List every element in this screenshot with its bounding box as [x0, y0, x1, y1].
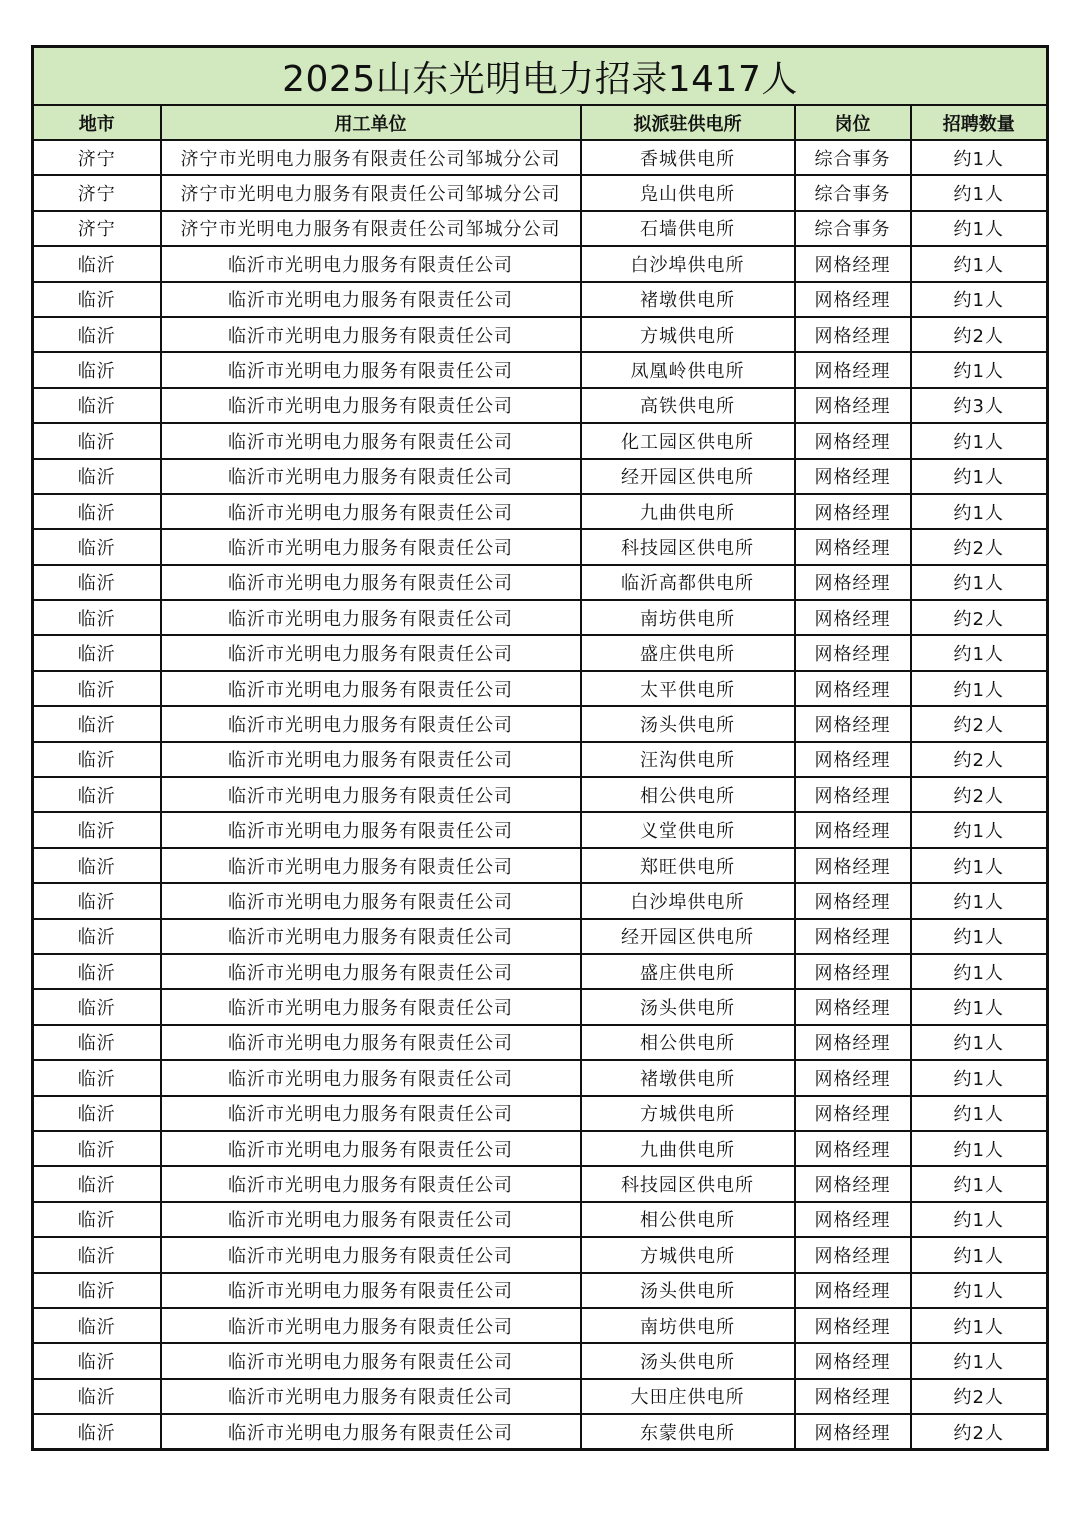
cell-city: 临沂 [33, 812, 161, 847]
cell-station: 方城供电所 [581, 317, 795, 352]
table-row [33, 246, 1048, 281]
cell-headcount: 约1人 [911, 848, 1048, 883]
cell-station: 南坊供电所 [581, 600, 795, 635]
cell-employer: 临沂市光明电力服务有限责任公司 [161, 706, 581, 741]
cell-city: 临沂 [33, 1096, 161, 1131]
cell-headcount: 约1人 [911, 211, 1048, 246]
cell-position: 网格经理 [795, 459, 911, 494]
cell-position: 网格经理 [795, 282, 911, 317]
table-row [33, 777, 1048, 812]
cell-city: 临沂 [33, 1166, 161, 1201]
cell-headcount: 约2人 [911, 1414, 1048, 1450]
cell-employer: 临沂市光明电力服务有限责任公司 [161, 635, 581, 670]
cell-station: 方城供电所 [581, 1096, 795, 1131]
cell-headcount: 约1人 [911, 635, 1048, 670]
table-row [33, 600, 1048, 635]
cell-headcount: 约1人 [911, 883, 1048, 918]
cell-employer: 临沂市光明电力服务有限责任公司 [161, 494, 581, 529]
cell-city: 临沂 [33, 1025, 161, 1060]
cell-headcount: 约1人 [911, 352, 1048, 387]
cell-city: 临沂 [33, 706, 161, 741]
table-row [33, 1060, 1048, 1095]
cell-city: 临沂 [33, 883, 161, 918]
table-row [33, 989, 1048, 1024]
cell-position: 网格经理 [795, 812, 911, 847]
cell-position: 网格经理 [795, 635, 911, 670]
cell-employer: 临沂市光明电力服务有限责任公司 [161, 812, 581, 847]
cell-employer: 临沂市光明电力服务有限责任公司 [161, 1060, 581, 1095]
cell-station: 九曲供电所 [581, 494, 795, 529]
cell-headcount: 约1人 [911, 1237, 1048, 1272]
cell-headcount: 约1人 [911, 494, 1048, 529]
page-title: 2025山东光明电力招录1417人 [33, 47, 1048, 106]
cell-position: 网格经理 [795, 1166, 911, 1201]
cell-position: 网格经理 [795, 777, 911, 812]
cell-employer: 临沂市光明电力服务有限责任公司 [161, 1414, 581, 1450]
cell-headcount: 约1人 [911, 954, 1048, 989]
cell-headcount: 约1人 [911, 812, 1048, 847]
cell-employer: 临沂市光明电力服务有限责任公司 [161, 1202, 581, 1237]
table-row [33, 1237, 1048, 1272]
table-row [33, 954, 1048, 989]
cell-station: 方城供电所 [581, 1237, 795, 1272]
cell-headcount: 约1人 [911, 1343, 1048, 1378]
table-row [33, 282, 1048, 317]
cell-employer: 临沂市光明电力服务有限责任公司 [161, 1308, 581, 1343]
cell-station: 科技园区供电所 [581, 529, 795, 564]
cell-headcount: 约1人 [911, 1025, 1048, 1060]
title-row [33, 47, 1048, 106]
cell-employer: 临沂市光明电力服务有限责任公司 [161, 848, 581, 883]
cell-employer: 临沂市光明电力服务有限责任公司 [161, 1025, 581, 1060]
cell-city: 临沂 [33, 529, 161, 564]
cell-position: 网格经理 [795, 1096, 911, 1131]
cell-station: 相公供电所 [581, 777, 795, 812]
cell-position: 综合事务 [795, 175, 911, 210]
cell-station: 南坊供电所 [581, 1308, 795, 1343]
cell-employer: 临沂市光明电力服务有限责任公司 [161, 671, 581, 706]
cell-headcount: 约1人 [911, 175, 1048, 210]
cell-employer: 临沂市光明电力服务有限责任公司 [161, 1379, 581, 1414]
cell-position: 网格经理 [795, 565, 911, 600]
cell-city: 临沂 [33, 1131, 161, 1166]
cell-position: 网格经理 [795, 1343, 911, 1378]
cell-city: 临沂 [33, 848, 161, 883]
cell-city: 临沂 [33, 635, 161, 670]
cell-headcount: 约1人 [911, 919, 1048, 954]
cell-position: 网格经理 [795, 1379, 911, 1414]
table-row [33, 140, 1048, 175]
cell-station: 相公供电所 [581, 1202, 795, 1237]
cell-position: 网格经理 [795, 494, 911, 529]
cell-employer: 临沂市光明电力服务有限责任公司 [161, 423, 581, 458]
table-row [33, 919, 1048, 954]
table-row [33, 1308, 1048, 1343]
cell-station: 太平供电所 [581, 671, 795, 706]
cell-station: 东蒙供电所 [581, 1414, 795, 1450]
cell-employer: 临沂市光明电力服务有限责任公司 [161, 246, 581, 281]
table-row [33, 848, 1048, 883]
cell-station: 白沙埠供电所 [581, 246, 795, 281]
cell-city: 临沂 [33, 954, 161, 989]
cell-city: 临沂 [33, 1414, 161, 1450]
cell-station: 义堂供电所 [581, 812, 795, 847]
cell-position: 网格经理 [795, 423, 911, 458]
cell-headcount: 约2人 [911, 742, 1048, 777]
table-row [33, 706, 1048, 741]
table-row [33, 175, 1048, 210]
cell-city: 临沂 [33, 742, 161, 777]
cell-station: 临沂高都供电所 [581, 565, 795, 600]
cell-employer: 临沂市光明电力服务有限责任公司 [161, 565, 581, 600]
cell-headcount: 约2人 [911, 1379, 1048, 1414]
cell-city: 临沂 [33, 459, 161, 494]
cell-employer: 临沂市光明电力服务有限责任公司 [161, 317, 581, 352]
cell-headcount: 约2人 [911, 317, 1048, 352]
cell-station: 经开园区供电所 [581, 459, 795, 494]
table-row [33, 423, 1048, 458]
table-row [33, 1379, 1048, 1414]
cell-employer: 临沂市光明电力服务有限责任公司 [161, 1237, 581, 1272]
cell-headcount: 约1人 [911, 1131, 1048, 1166]
cell-city: 临沂 [33, 317, 161, 352]
cell-station: 科技园区供电所 [581, 1166, 795, 1201]
cell-employer: 临沂市光明电力服务有限责任公司 [161, 600, 581, 635]
cell-city: 临沂 [33, 919, 161, 954]
cell-position: 网格经理 [795, 883, 911, 918]
cell-headcount: 约1人 [911, 671, 1048, 706]
cell-city: 临沂 [33, 989, 161, 1024]
cell-position: 综合事务 [795, 140, 911, 175]
cell-station: 汤头供电所 [581, 1343, 795, 1378]
table-row [33, 565, 1048, 600]
cell-city: 济宁 [33, 175, 161, 210]
header-station: 拟派驻供电所 [581, 105, 795, 140]
cell-station: 汤头供电所 [581, 989, 795, 1024]
cell-headcount: 约1人 [911, 246, 1048, 281]
cell-headcount: 约1人 [911, 989, 1048, 1024]
cell-city: 临沂 [33, 1237, 161, 1272]
cell-position: 网格经理 [795, 989, 911, 1024]
table-row [33, 742, 1048, 777]
cell-position: 网格经理 [795, 706, 911, 741]
cell-position: 网格经理 [795, 1308, 911, 1343]
table-row [33, 494, 1048, 529]
cell-city: 临沂 [33, 600, 161, 635]
cell-station: 九曲供电所 [581, 1131, 795, 1166]
recruitment-sheet [31, 45, 1046, 1451]
cell-city: 临沂 [33, 388, 161, 423]
table-row [33, 1131, 1048, 1166]
cell-position: 网格经理 [795, 1237, 911, 1272]
cell-station: 凫山供电所 [581, 175, 795, 210]
header-row [33, 105, 1048, 140]
cell-station: 盛庄供电所 [581, 635, 795, 670]
cell-headcount: 约1人 [911, 1308, 1048, 1343]
cell-station: 汤头供电所 [581, 706, 795, 741]
cell-employer: 临沂市光明电力服务有限责任公司 [161, 352, 581, 387]
cell-city: 临沂 [33, 423, 161, 458]
cell-headcount: 约2人 [911, 529, 1048, 564]
cell-employer: 临沂市光明电力服务有限责任公司 [161, 459, 581, 494]
cell-headcount: 约1人 [911, 140, 1048, 175]
cell-employer: 临沂市光明电力服务有限责任公司 [161, 1096, 581, 1131]
cell-headcount: 约2人 [911, 706, 1048, 741]
table-row [33, 1166, 1048, 1201]
cell-city: 临沂 [33, 671, 161, 706]
cell-headcount: 约1人 [911, 459, 1048, 494]
cell-employer: 临沂市光明电力服务有限责任公司 [161, 388, 581, 423]
cell-city: 临沂 [33, 1308, 161, 1343]
header-city: 地市 [33, 105, 161, 140]
table-row [33, 529, 1048, 564]
cell-city: 临沂 [33, 282, 161, 317]
table-row [33, 671, 1048, 706]
cell-employer: 临沂市光明电力服务有限责任公司 [161, 883, 581, 918]
cell-position: 网格经理 [795, 600, 911, 635]
cell-position: 网格经理 [795, 742, 911, 777]
cell-city: 济宁 [33, 211, 161, 246]
table-row [33, 352, 1048, 387]
cell-headcount: 约1人 [911, 1096, 1048, 1131]
cell-headcount: 约1人 [911, 423, 1048, 458]
table-row [33, 1202, 1048, 1237]
cell-employer: 临沂市光明电力服务有限责任公司 [161, 989, 581, 1024]
table-body [33, 140, 1048, 1450]
cell-position: 网格经理 [795, 848, 911, 883]
cell-station: 褚墩供电所 [581, 282, 795, 317]
cell-station: 化工园区供电所 [581, 423, 795, 458]
cell-station: 汤头供电所 [581, 1273, 795, 1308]
cell-headcount: 约1人 [911, 1060, 1048, 1095]
cell-position: 网格经理 [795, 919, 911, 954]
table-row [33, 812, 1048, 847]
cell-headcount: 约1人 [911, 1202, 1048, 1237]
cell-position: 网格经理 [795, 1025, 911, 1060]
table-row [33, 211, 1048, 246]
cell-station: 石墙供电所 [581, 211, 795, 246]
cell-employer: 临沂市光明电力服务有限责任公司 [161, 282, 581, 317]
cell-position: 网格经理 [795, 529, 911, 564]
cell-employer: 济宁市光明电力服务有限责任公司邹城分公司 [161, 211, 581, 246]
cell-headcount: 约2人 [911, 600, 1048, 635]
cell-headcount: 约1人 [911, 1166, 1048, 1201]
table-row [33, 459, 1048, 494]
cell-city: 临沂 [33, 494, 161, 529]
table-row [33, 1414, 1048, 1450]
cell-position: 网格经理 [795, 1131, 911, 1166]
header-position: 岗位 [795, 105, 911, 140]
cell-headcount: 约3人 [911, 388, 1048, 423]
cell-station: 汪沟供电所 [581, 742, 795, 777]
cell-city: 临沂 [33, 1343, 161, 1378]
cell-position: 网格经理 [795, 1414, 911, 1450]
cell-position: 网格经理 [795, 352, 911, 387]
cell-headcount: 约1人 [911, 282, 1048, 317]
cell-position: 网格经理 [795, 954, 911, 989]
cell-city: 临沂 [33, 777, 161, 812]
cell-employer: 临沂市光明电力服务有限责任公司 [161, 1166, 581, 1201]
table-row [33, 1343, 1048, 1378]
cell-city: 济宁 [33, 140, 161, 175]
cell-city: 临沂 [33, 1202, 161, 1237]
header-employer: 用工单位 [161, 105, 581, 140]
table-row [33, 1273, 1048, 1308]
cell-city: 临沂 [33, 565, 161, 600]
cell-position: 网格经理 [795, 1202, 911, 1237]
cell-station: 盛庄供电所 [581, 954, 795, 989]
cell-station: 凤凰岭供电所 [581, 352, 795, 387]
cell-employer: 临沂市光明电力服务有限责任公司 [161, 954, 581, 989]
cell-headcount: 约2人 [911, 777, 1048, 812]
cell-position: 网格经理 [795, 1060, 911, 1095]
cell-employer: 临沂市光明电力服务有限责任公司 [161, 742, 581, 777]
table-row [33, 388, 1048, 423]
cell-position: 网格经理 [795, 317, 911, 352]
cell-employer: 临沂市光明电力服务有限责任公司 [161, 919, 581, 954]
cell-position: 网格经理 [795, 246, 911, 281]
cell-city: 临沂 [33, 1379, 161, 1414]
cell-position: 综合事务 [795, 211, 911, 246]
cell-employer: 临沂市光明电力服务有限责任公司 [161, 1273, 581, 1308]
cell-position: 网格经理 [795, 1273, 911, 1308]
cell-headcount: 约1人 [911, 1273, 1048, 1308]
cell-station: 褚墩供电所 [581, 1060, 795, 1095]
cell-employer: 临沂市光明电力服务有限责任公司 [161, 529, 581, 564]
table-row [33, 635, 1048, 670]
cell-city: 临沂 [33, 246, 161, 281]
cell-station: 相公供电所 [581, 1025, 795, 1060]
cell-station: 白沙埠供电所 [581, 883, 795, 918]
cell-employer: 临沂市光明电力服务有限责任公司 [161, 777, 581, 812]
header-headcount: 招聘数量 [911, 105, 1048, 140]
cell-station: 经开园区供电所 [581, 919, 795, 954]
cell-position: 网格经理 [795, 388, 911, 423]
cell-position: 网格经理 [795, 671, 911, 706]
table-row [33, 1025, 1048, 1060]
table-row [33, 1096, 1048, 1131]
cell-station: 高铁供电所 [581, 388, 795, 423]
cell-city: 临沂 [33, 352, 161, 387]
table-row [33, 883, 1048, 918]
recruitment-table [31, 45, 1049, 1451]
cell-employer: 济宁市光明电力服务有限责任公司邹城分公司 [161, 140, 581, 175]
cell-city: 临沂 [33, 1273, 161, 1308]
cell-city: 临沂 [33, 1060, 161, 1095]
cell-employer: 临沂市光明电力服务有限责任公司 [161, 1343, 581, 1378]
cell-headcount: 约1人 [911, 565, 1048, 600]
cell-station: 大田庄供电所 [581, 1379, 795, 1414]
table-row [33, 317, 1048, 352]
cell-station: 香城供电所 [581, 140, 795, 175]
cell-employer: 济宁市光明电力服务有限责任公司邹城分公司 [161, 175, 581, 210]
cell-employer: 临沂市光明电力服务有限责任公司 [161, 1131, 581, 1166]
cell-station: 郑旺供电所 [581, 848, 795, 883]
